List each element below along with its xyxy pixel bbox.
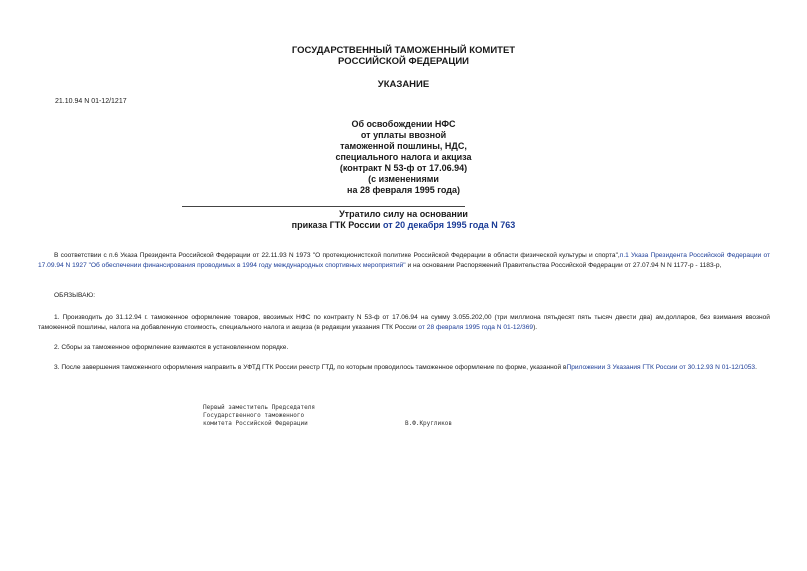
authority-line-2: РОССИЙСКОЙ ФЕДЕРАЦИИ [337, 56, 469, 67]
title-line: (с изменениями [368, 174, 439, 184]
clause-3 [38, 363, 770, 373]
issuing-authority [0, 45, 807, 67]
clause-1 [38, 313, 770, 333]
title-line: таможенной пошлины, НДС, [340, 141, 467, 151]
clause-3-text: 3. После завершения таможенного оформления направить в УФТД ГТК России реестр ГТД, по которым проводилось таможенное оформление по форме, указанной в [54, 364, 567, 371]
document-title [0, 119, 807, 196]
directive-heading: ОБЯЗЫВАЮ: [54, 292, 96, 299]
divider-line [182, 206, 465, 207]
expiration-prefix: приказа ГТК России [291, 220, 383, 230]
signature-block [203, 404, 452, 428]
document-type: УКАЗАНИЕ [377, 79, 430, 90]
title-line: специального налога и акциза [335, 152, 472, 162]
expiration-line-2 [0, 220, 807, 231]
title-line: от уплаты ввозной [360, 130, 447, 140]
preamble-text-end: и на основании Распоряжений Правительства Российской Федерации от 27.07.94 N N 1177-р - 1183-р, [405, 262, 722, 269]
clause-2: 2. Сборы за таможенное оформление взимаются в установленном порядке. [54, 344, 289, 351]
preamble-paragraph [38, 251, 770, 271]
title-line: Об освобождении НФС [351, 119, 456, 129]
clause-1-end: ). [533, 324, 538, 331]
signatory-name: В.Ф.Кругликов [405, 420, 452, 427]
repeal-order-link[interactable]: от 20 декабря 1995 года N 763 [382, 220, 516, 230]
decree-1927-link[interactable]: п.1 Указа Президента Российской Федерации от 17.09.94 N 1927 "Об обеспечении финансирования проводимых в 1994 году международных спортивных мероприятий" [38, 252, 770, 269]
expiration-line-1: Утратило силу на основании [339, 209, 468, 219]
authority-line-1: ГОСУДАРСТВЕННЫЙ ТАМОЖЕННЫЙ КОМИТЕТ [291, 45, 516, 56]
title-line: (контракт N 53-ф от 17.06.94) [339, 163, 468, 173]
expiration-notice [0, 209, 807, 231]
document-number: 21.10.94 N 01-12/1217 [55, 98, 127, 105]
clause-1-text: 1. Производить до 31.12.94 г. таможенное оформление товаров, ввозимых НФС по контракту N 53-ф от 17.06.94 на сумму 3.055.202,00 (три миллиона пятьдесят пять тысяч двести два) ам.долларов, без взимания ввозной таможенной пошлины, налога на добавленную стоимость, специального налога и акциза (в редакции указания ГТК России [38, 314, 770, 331]
signatory-position-3: комитета Российской Федерации [203, 420, 308, 427]
amendment-link[interactable]: от 28 февраля 1995 года N 01-12/369 [418, 324, 534, 331]
appendix-3-link[interactable]: Приложении 3 Указания ГТК России от 30.12.93 N 01-12/1053 [566, 364, 756, 371]
clause-3-end: . [755, 364, 757, 371]
title-line: на 28 февраля 1995 года) [347, 185, 460, 195]
preamble-text: В соответствии с п.6 Указа Президента Российской Федерации от 22.11.93 N 1973 "О протекционистской политике Российской Федерации в области физической культуры и спорта", [54, 252, 620, 259]
signatory-position-1: Первый заместитель Председателя [203, 404, 315, 411]
signatory-position-2: Государственного таможенного [203, 412, 305, 419]
